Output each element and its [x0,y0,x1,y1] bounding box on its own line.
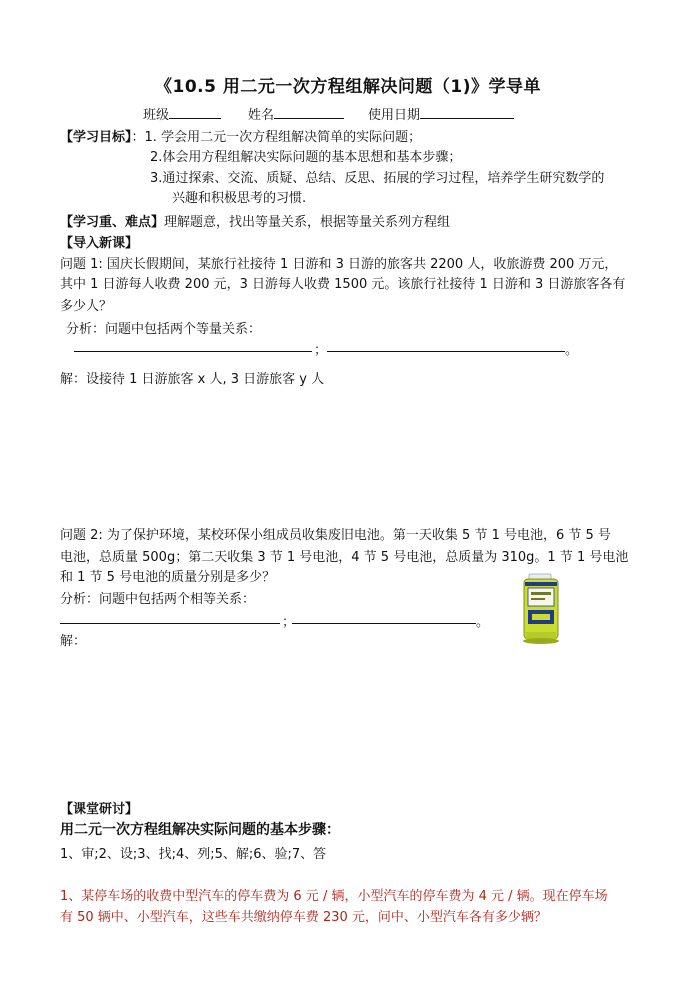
goal-item-3-cont: 兴趣和积极思考的习惯. [172,191,307,206]
answer-blank-1b[interactable] [327,351,565,352]
battery-recycling-bin-icon [516,572,572,648]
goals-heading: 【学习目标】 [60,130,132,145]
key-points [60,211,450,230]
problem2-line-3: 和 1 节 5 号电池的质量分别是多少？ [60,570,276,585]
key-points-text: 理解题意，找出等量关系，根据等量关系列方程组 [164,215,451,230]
name-field[interactable] [248,104,344,123]
date-label: 使用日期 [368,108,421,123]
goal-item-3: 3.通过探索、交流、质疑、总结、反思、拓展的学习过程，培养学生研究数学的 [150,171,605,186]
goal-item-2: 2.体会用方程组解决实际问题的基本思想和基本步骤； [150,150,462,165]
problem1-line-3: 多少人？ [60,299,113,314]
page-title: 《10.5 用二元一次方程组解决问题（1)》学导单 [155,77,541,97]
end-mark-1: 。 [565,343,579,358]
key-points-heading: 【学习重、难点】 [60,215,165,230]
problem1-line-1: 问题 1: 国庆长假期间，某旅行社接待 1 日游和 3 日游的旅客共 2200 人，收旅游费 200 万元， [60,257,618,272]
classroom-steps: 1、审;2、设;3、找;4、列;5、解;6、验;7、答 [60,847,327,862]
exercise-line-2: 有 50 辆中、小型汽车，这些车共缴纳停车费 230 元，问中、小型汽车各有多少辆？ [60,910,547,925]
date-blank[interactable] [420,106,514,119]
goals-line-1 [60,126,421,145]
solution2: 解： [60,634,87,649]
answer-blank-2b[interactable] [292,623,476,624]
end-mark-2: 。 [476,615,490,630]
analysis1-label: 分析：问题中包括两个等量关系： [66,322,262,337]
separator-2: ； [282,615,296,630]
class-field[interactable] [143,104,221,123]
problem2-line-1: 问题 2: 为了保护环境，某校环保小组成员收集废旧电池。第一天收集 5 节 1 号电池，6 节 5 号 [60,528,611,543]
intro-heading: 【导入新课】 [60,236,139,251]
name-blank[interactable] [274,106,344,119]
name-label: 姓名 [248,108,275,123]
exercise-line-1: 1、某停车场的收费中型汽车的停车费为 6 元 / 辆，小型汽车的停车费为 4 元 / 辆。现在停车场 [60,889,608,904]
goal-item-1: 1. 学会用二元一次方程组解决简单的实际问题； [144,130,422,145]
class-label: 班级 [143,108,170,123]
class-blank[interactable] [169,106,221,119]
analysis2-label: 分析：问题中包括两个相等关系： [60,592,256,607]
problem1-line-2: 其中 1 日游每人收费 200 元，3 日游每人收费 1500 元。该旅行社接待 1 日游和 3 日游旅客各有 [60,277,626,292]
problem2-line-2: 电池，总质量 500g；第二天收集 3 节 1 号电池，4 节 5 号电池，总质量为 310g。1 节 1 号电池 [60,550,629,565]
date-field[interactable] [368,104,514,123]
goals-colon: ： [131,130,145,145]
classroom-heading: 【课堂研讨】 [60,802,139,817]
separator-1: ； [314,343,328,358]
answer-blank-1a[interactable] [74,351,312,352]
classroom-subheading: 用二元一次方程组解决实际问题的基本步骤： [60,822,340,838]
solution1: 解：设接待 1 日游旅客 x 人, 3 日游旅客 y 人 [60,372,325,387]
answer-blank-2a[interactable] [60,623,280,624]
